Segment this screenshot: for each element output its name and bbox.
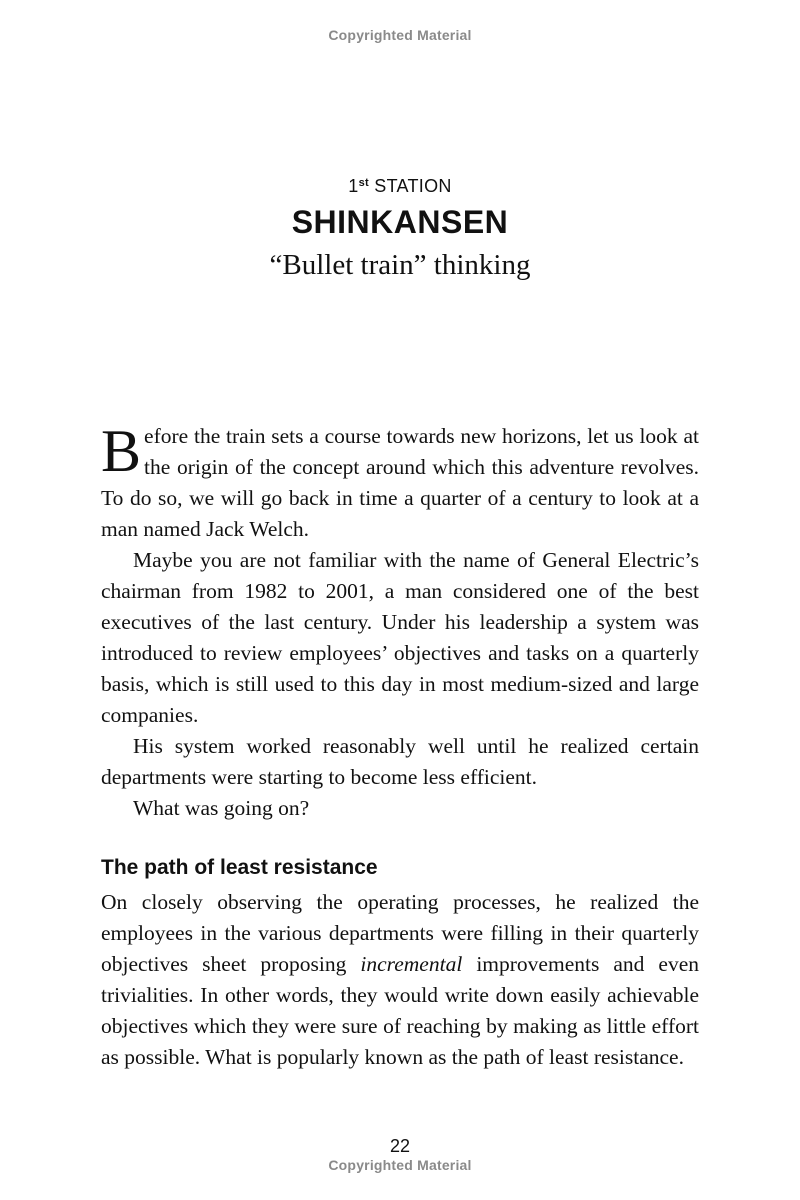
station-word: STATION [374, 176, 452, 196]
paragraph-3: His system worked reasonably well until he realized certain departments were starting to become less efficient. [101, 734, 699, 789]
section-body-text [101, 887, 699, 1073]
station-ordinal-suffix: st [358, 177, 369, 189]
station-number: 1 [348, 176, 359, 196]
section-text-italic: incremental [360, 952, 463, 976]
section-text-before: On closely observing the operating processes, he realized the employees in the various departments were filling in their quarterly objectives sheet proposing [101, 890, 699, 976]
paragraph-2: Maybe you are not familiar with the name of General Electric’s chairman from 1982 to 2001, a man considered one of the best executives of the last century. Under his leadership a system was introduced to review employees’ objectives and tasks on a quarterly basis, which is still used to this day in most medium-sized and large companies. [101, 548, 699, 727]
body-text [101, 418, 699, 824]
chapter-subtitle: “Bullet train” thinking [269, 249, 531, 281]
section-text-after: improvements and even trivialities. In other words, they would write down easily achievable objectives which they were sure of reaching by making as little effort as possible. What is popularly known as the path of least resistance. [101, 952, 700, 1069]
chapter-title: SHINKANSEN [291, 204, 509, 240]
page-number: 22 [389, 1136, 411, 1156]
station-label [0, 176, 800, 197]
drop-cap: B [101, 418, 142, 484]
copyright-watermark-top: Copyrighted Material [328, 27, 472, 43]
paragraph-4: What was going on? [133, 796, 310, 820]
paragraph-1 [101, 418, 699, 545]
paragraph-1-text: efore the train sets a course towards new horizons, let us look at the origin of the concept around which this adventure revolves. To do so, we will go back in time a quarter of a century to look at a man named Jack Welch. [101, 424, 699, 541]
copyright-watermark-bottom: Copyrighted Material [328, 1157, 472, 1173]
section-heading: The path of least resistance [101, 856, 378, 879]
section-paragraph-1 [101, 887, 699, 1073]
